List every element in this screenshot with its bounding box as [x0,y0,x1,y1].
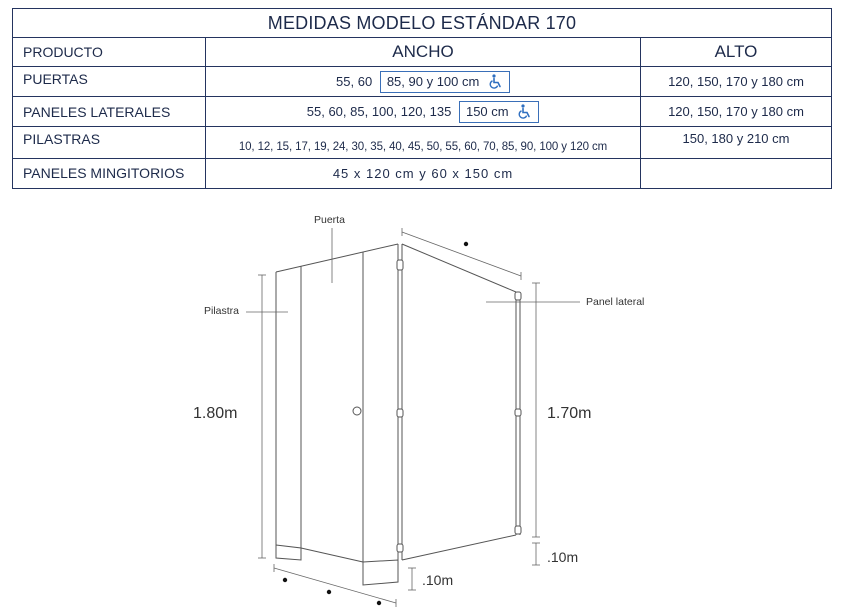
wheelchair-icon [518,104,532,119]
wheelchair-icon [489,74,503,89]
header-width: ANCHO [206,38,641,67]
header-product: PRODUCTO [13,38,206,67]
label-door: Puerta [314,214,345,226]
label-clearance-right: .10m [547,549,579,565]
side-panels-width-accessible [459,101,539,123]
side-panels-width-standard: 55, 60, 85, 100, 120, 135 [306,103,452,119]
row-side-panels-height: 120, 150, 170 y 180 cm [641,97,832,126]
doors-width-accessible-text: 85, 90 y 100 cm [386,73,480,89]
label-height-left: 1.80m [193,405,238,422]
row-doors-product: PUERTAS [13,67,206,97]
row-doors-height: 120, 150, 170 y 180 cm [641,67,832,97]
specs-table [12,8,832,189]
header-height: ALTO [641,38,832,67]
row-pilasters-width: 10, 12, 15, 17, 19, 24, 30, 35, 40, 45, 50, 55, 60, 70, 85, 90, 100 y 120 cm [206,126,641,158]
row-side-panels-width [206,97,641,126]
side-panels-width-accessible-text: 150 cm [465,103,509,119]
row-urinal-panels-width: 45 x 120 cm y 60 x 150 cm [206,158,641,188]
label-pilaster: Pilastra [204,305,240,317]
doors-width-accessible [380,71,510,93]
table-title: MEDIDAS MODELO ESTÁNDAR 170 [13,9,832,38]
row-doors-width [206,67,641,97]
row-pilasters-product: PILASTRAS [13,126,206,158]
row-urinal-panels-product: PANELES MINGITORIOS [13,158,206,188]
cubicle-drawing [0,190,842,616]
doors-width-standard: 55, 60 [336,73,373,89]
label-clearance-bottom: .10m [422,572,454,588]
row-pilasters-height: 150, 180 y 210 cm [641,126,832,158]
label-height-right: 1.70m [547,405,592,422]
row-urinal-panels-height [641,158,832,188]
label-side-panel: Panel lateral [586,296,645,308]
row-side-panels-product: PANELES LATERALES [13,97,206,126]
